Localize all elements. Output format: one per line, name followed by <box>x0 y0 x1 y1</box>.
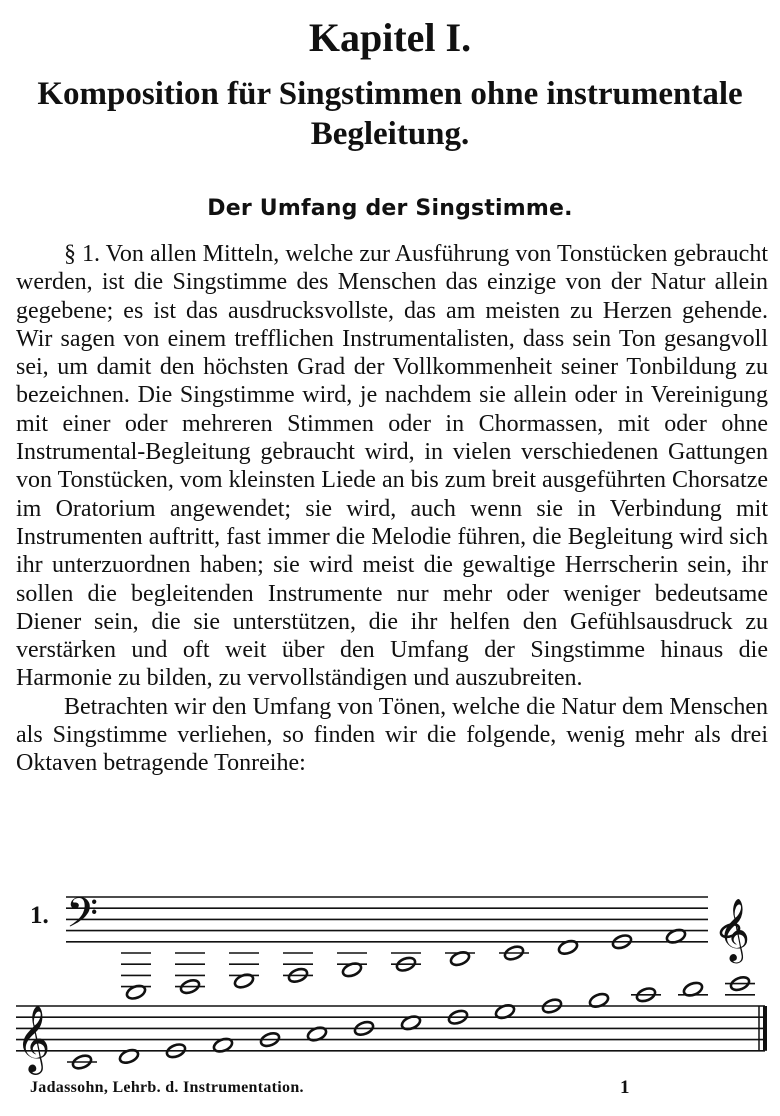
note-head <box>682 980 704 998</box>
treble-notes <box>67 975 755 1071</box>
note-head <box>341 961 363 979</box>
note-head <box>665 927 687 945</box>
treble-clef-icon: 𝄞 <box>718 898 750 961</box>
section-heading: Der Umfang der Singstimme. <box>207 196 573 221</box>
note-head <box>541 997 563 1015</box>
note-head <box>447 1008 469 1026</box>
chapter-heading: Kapitel I. <box>308 15 472 60</box>
paragraph-1: § 1. Von allen Mitteln, welche zur Ausführung von Tonstücken gebraucht werden, ist die Singstimme des Menschen das einzige von der Natur allein gegebene; es ist das ausdrucksvollste, das am meisten zu Herzen gehende. Wir sagen von einem trefflichen Instrumentalisten, dass sein Ton gesangvoll sei, um damit den höchsten Grad der Vollkommenheit seiner Tonbildung zu bezeichnen. Die Singstimme wird, je nachdem sie allein oder in Vereinigung mit einer oder mehreren Stimmen oder in Chormassen, mit oder ohne Instrumental-Begleitung gebraucht wird, in vielen verschiedenen Gattungen von Tonstücken, vom kleinsten Liede an bis zum breit ausgeführten Chorsatze im Oratorium angewendet; sie wird, auch wenn sie in Verbindung mit Instrumenten auftritt, fast immer die Melodie führen, die Begleitung wird sich ihr unterzuordnen haben; sie wird meist die gewaltige Herrscherin sein, ihr sollen die begleitenden Instrumente nur mehr oder weniger bedeutsame Diener sein, die sie unterstützen, die ihr helfen den Gefühlsausdruck zu verstärken und oft weit über den Umfang der Singstimme hinaus die Harmonie zu bilden, zu vervollständigen und auszubreiten. <box>16 241 768 692</box>
page-number: 1 <box>620 1077 630 1098</box>
note-head <box>259 1031 281 1049</box>
treble-clef-icon: 𝄞 <box>16 1004 51 1072</box>
note-head <box>494 1003 516 1021</box>
bass-staff <box>66 897 708 942</box>
note-head <box>179 978 201 996</box>
note-head <box>729 975 751 993</box>
note-head <box>353 1020 375 1038</box>
note-head <box>118 1048 140 1066</box>
body-text <box>16 240 768 778</box>
treble-staff <box>16 1006 765 1051</box>
chapter-title-line1: Komposition für Singstimmen ohne instrumentale <box>37 76 743 112</box>
note-head <box>233 972 255 990</box>
bass-notes <box>121 922 741 1001</box>
note-head <box>125 983 147 1001</box>
note-head <box>287 967 309 985</box>
note-head <box>400 1014 422 1032</box>
note-head <box>557 939 579 957</box>
note-head <box>71 1053 93 1071</box>
example-label: 1. <box>30 902 49 929</box>
chapter-title-line2: Begleitung. <box>310 116 470 152</box>
note-head <box>611 933 633 951</box>
note-head <box>395 955 417 973</box>
note-head <box>503 944 525 962</box>
note-head <box>212 1036 234 1054</box>
note-head <box>449 950 471 968</box>
note-head <box>306 1025 328 1043</box>
note-head <box>719 922 741 940</box>
bass-clef-icon: 𝄢 <box>66 889 99 947</box>
note-head <box>635 986 657 1004</box>
note-head <box>588 992 610 1010</box>
note-head <box>165 1042 187 1060</box>
footer-book-title: Jadassohn, Lehrb. d. Instrumentation. <box>30 1079 304 1096</box>
paragraph-2: Betrachten wir den Umfang von Tönen, welche die Natur dem Menschen als Singstimme verliehen, so finden wir die folgende, wenig mehr als drei Oktaven betragende Tonreihe: <box>16 693 768 777</box>
